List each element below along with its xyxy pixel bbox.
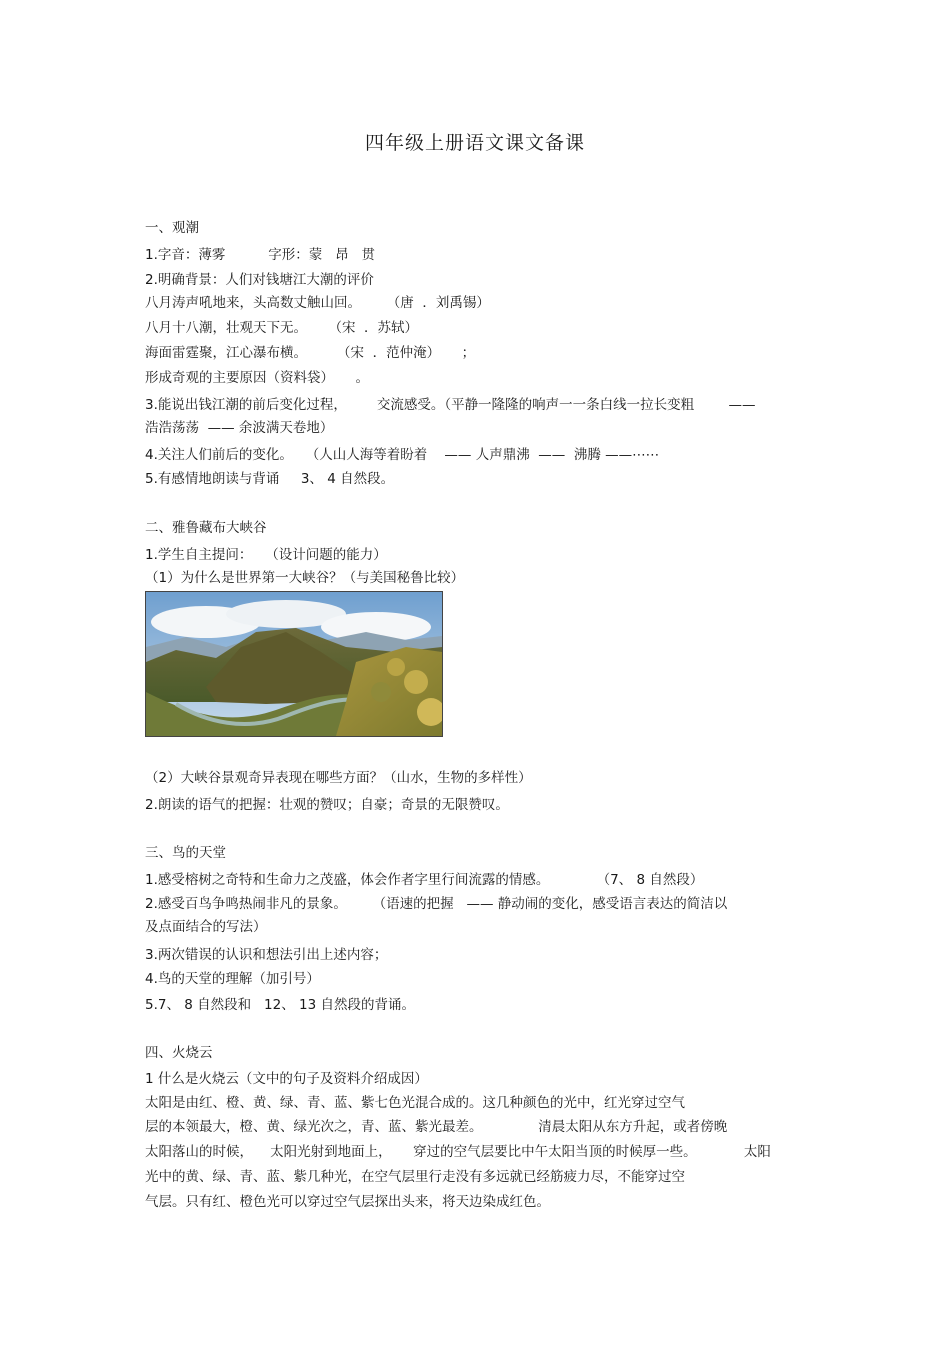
text-line: （1）为什么是世界第一大峡谷？（与美国秘鲁比较） <box>145 570 465 586</box>
text-line: 1.感受榕树之奇特和生命力之茂盛，体会作者字里行间流露的情感。 （7、 8 自然段） <box>145 872 704 888</box>
text-line: 1 什么是火烧云（文中的句子及资料介绍成因） <box>145 1071 428 1087</box>
text-line: 气层。只有红、橙色光可以穿过空气层探出头来，将天边染成红色。 <box>145 1194 550 1210</box>
text-line: 1.学生自主提问： （设计问题的能力） <box>145 547 387 563</box>
text-line: 5.有感情地朗读与背诵 3、 4 自然段。 <box>145 471 395 487</box>
text-line: 八月十八潮，壮观天下无。 （宋 ．苏轼） <box>145 320 419 336</box>
text-line: 及点面结合的写法） <box>145 919 267 935</box>
text-line: 3.两次错误的认识和想法引出上述内容； <box>145 947 388 963</box>
section-heading-canyon: 二、雅鲁藏布大峡谷 <box>145 520 267 536</box>
text-line: 太阳是由红、橙、黄、绿、青、蓝、紫七色光混合成的。这几种颜色的光中，红光穿过空气 <box>145 1095 685 1111</box>
section-heading-birds: 三、鸟的天堂 <box>145 845 226 861</box>
text-line: 八月涛声吼地来，头高数丈触山回。 （唐 ．刘禹锡） <box>145 295 490 311</box>
text-line: 太阳落山的时候， 太阳光射到地面上， 穿过的空气层要比中午太阳当顶的时候厚一些。 太阳 <box>145 1144 771 1160</box>
text-line: 2.朗读的语气的把握：壮观的赞叹；自豪；奇景的无限赞叹。 <box>145 797 509 813</box>
text-line: 3.能说出钱江潮的前后变化过程， 交流感受。（平静一隆隆的响声一一条白线一拉长变粗 —— <box>145 397 756 413</box>
text-line: 形成奇观的主要原因（资料袋） 。 <box>145 370 369 386</box>
text-line: 2.感受百鸟争鸣热闹非凡的景象。 （语速的把握 —— 静动闹的变化，感受语言表达的简洁以 <box>145 896 728 912</box>
text-line: 2.明确背景：人们对钱塘江大潮的评价 <box>145 272 374 288</box>
section-heading-guanchao: 一、观潮 <box>145 220 199 236</box>
text-line: 4.鸟的天堂的理解（加引号） <box>145 971 320 987</box>
section-heading-clouds: 四、火烧云 <box>145 1045 213 1061</box>
page-title: 四年级上册语文课文备课 <box>364 132 585 154</box>
text-line: 5.7、 8 自然段和 12、 13 自然段的背诵。 <box>145 997 415 1013</box>
text-line: 海面雷霆聚，江心瀑布横。 （宋 ．范仲淹） ； <box>145 345 476 361</box>
text-line: 光中的黄、绿、青、蓝、紫几种光，在空气层里行走没有多远就已经筋疲力尽，不能穿过空 <box>145 1169 685 1185</box>
text-line: 浩浩荡荡 —— 余波满天卷地） <box>145 420 334 436</box>
text-line: （2）大峡谷景观奇异表现在哪些方面？（山水，生物的多样性） <box>145 770 532 786</box>
canyon-photo <box>145 591 443 737</box>
text-line: 层的本领最大，橙、黄、绿光次之，青、蓝、紫光最差。 清晨太阳从东方升起，或者傍晚 <box>145 1119 728 1135</box>
text-line: 1.字音：薄雾 字形：蒙 昂 贯 <box>145 247 376 263</box>
text-line: 4.关注人们前后的变化。 （人山人海等着盼着 —— 人声鼎沸 —— 沸腾 ——⋯⋯ <box>145 447 660 463</box>
